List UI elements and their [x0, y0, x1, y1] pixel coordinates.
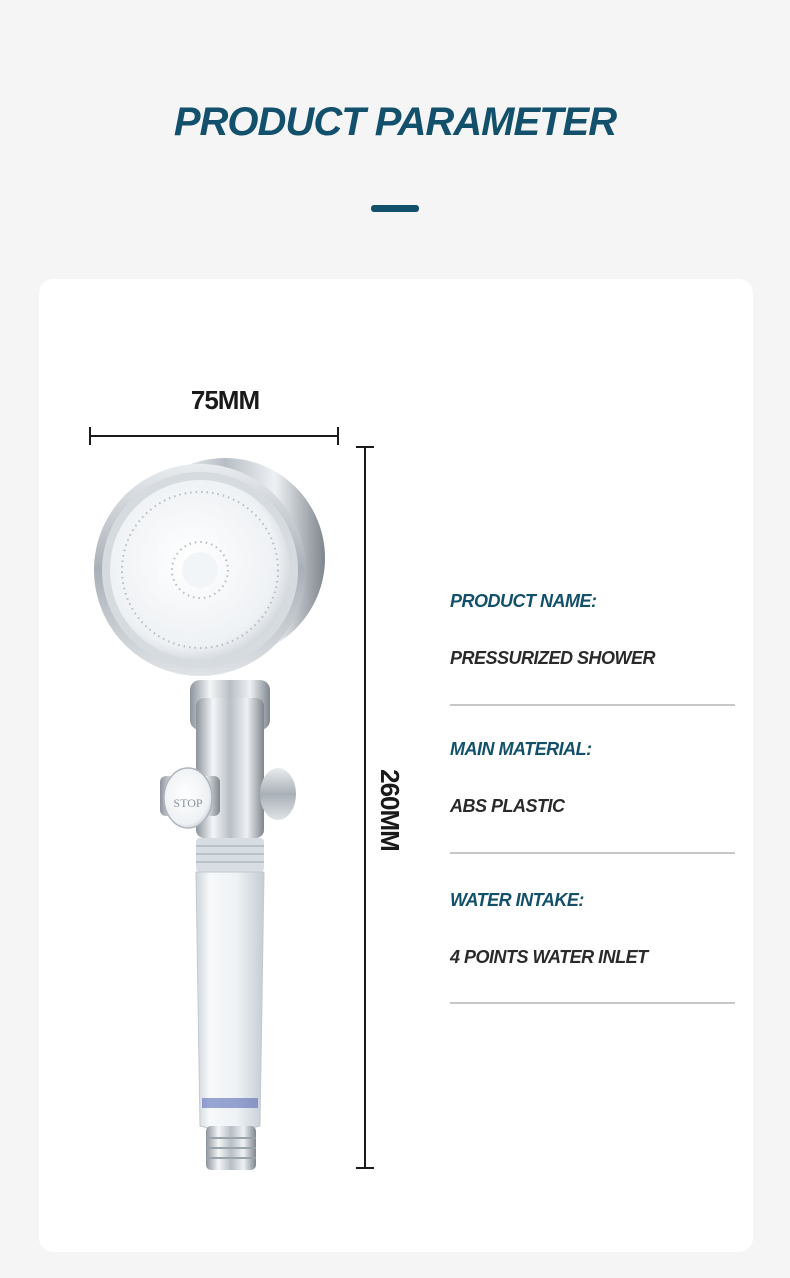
height-label: 260MM: [375, 769, 405, 851]
page-title: PRODUCT PARAMETER: [173, 100, 617, 144]
spec-label: PRODUCT NAME:: [450, 591, 597, 611]
spec-water-intake-value-row: [450, 947, 735, 968]
spec-value: ABS PLASTIC: [450, 796, 565, 816]
spec-main-material: [450, 739, 735, 760]
spec-divider: [450, 852, 735, 854]
spec-product-name-value-row: [450, 648, 735, 669]
stop-label: STOP: [173, 796, 203, 810]
spec-divider: [450, 1002, 735, 1004]
spec-water-intake: [450, 890, 735, 911]
spec-divider: [450, 704, 735, 706]
spec-value: PRESSURIZED SHOWER: [450, 648, 656, 668]
width-label: 75MM: [190, 385, 260, 415]
height-dimension-line: [356, 447, 374, 1168]
spec-product-name: [450, 591, 735, 612]
spec-value: 4 POINTS WATER INLET: [450, 947, 648, 967]
spec-label: WATER INTAKE:: [450, 890, 584, 910]
spec-main-material-value-row: [450, 796, 735, 817]
width-dimension-line: [90, 427, 338, 445]
spec-label: MAIN MATERIAL:: [450, 739, 592, 759]
shower-head-image: [90, 458, 330, 1178]
